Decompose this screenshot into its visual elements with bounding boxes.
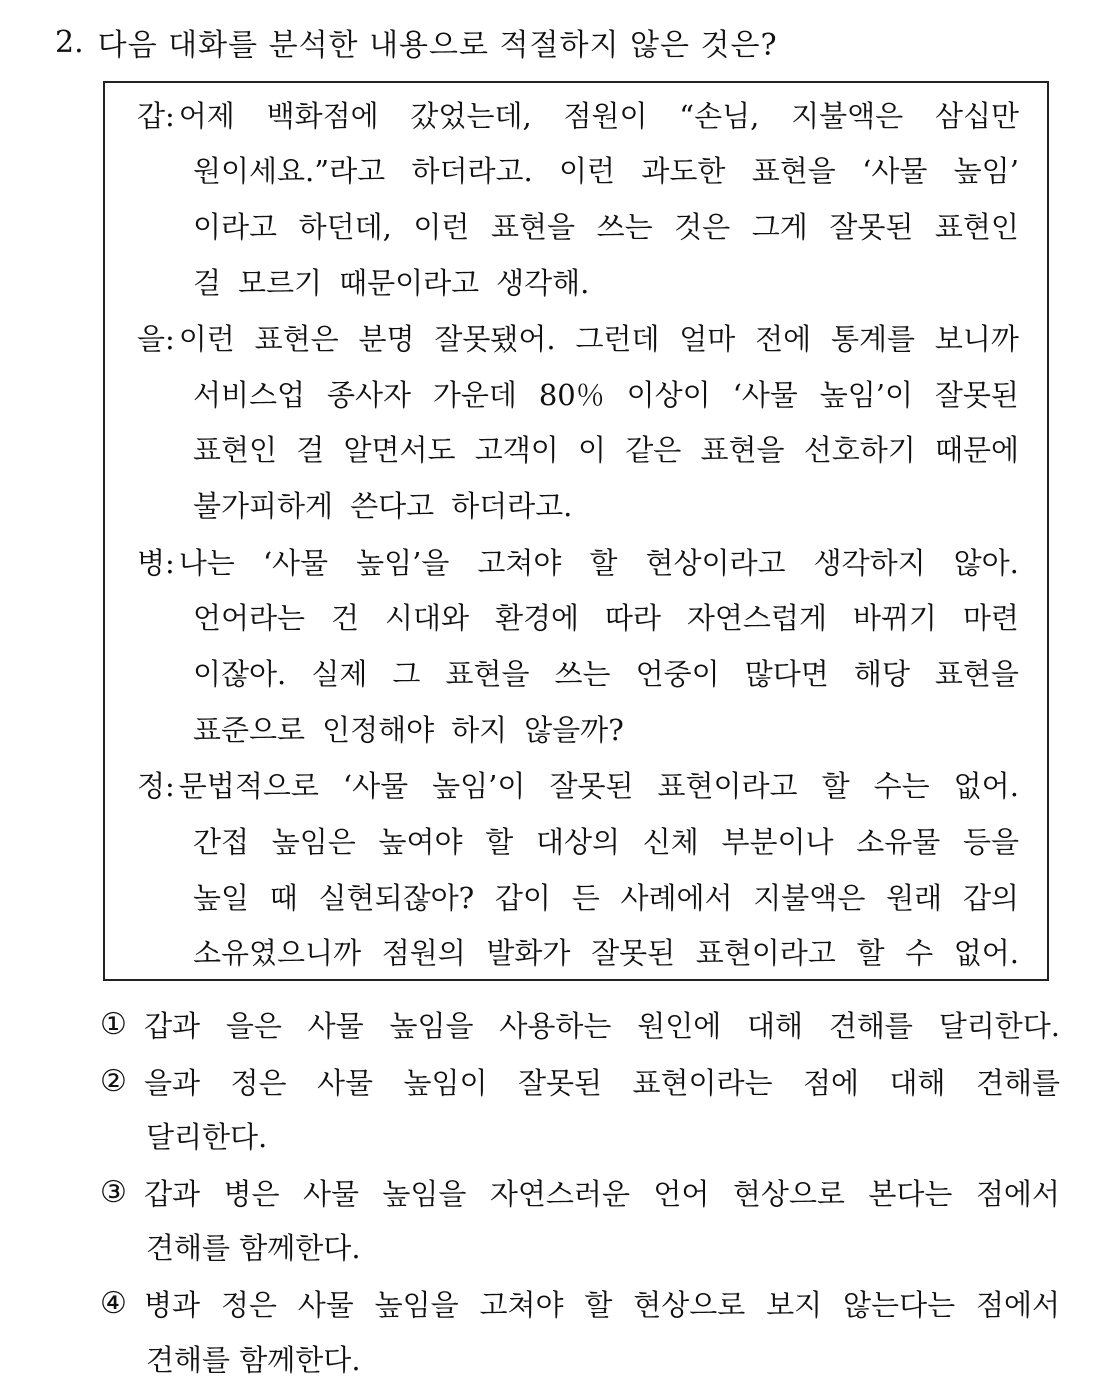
dialogue-line [137,761,1019,807]
word: 잘못된 [934,377,1019,412]
dialogue-line [193,873,1019,919]
word: 갔었는데, [410,98,532,133]
word: 문법적으로 [178,768,319,803]
word: 간접 [193,824,250,859]
word: 않는다는 [843,1287,956,1322]
word: 현상으로 [732,1176,845,1211]
option-text [144,1061,1060,1102]
word: 고쳐야 [477,545,562,580]
word: 쓴다고 [350,488,435,523]
word: 잘못된 [549,768,634,803]
word: 점에서 [975,1287,1060,1322]
dialogue-line [193,817,1019,863]
word: 표현을 [751,153,836,188]
word: 얼마 [679,321,736,356]
word: 부분이나 [721,824,834,859]
dialogue-line-text [193,596,1019,637]
word: 하던데, [298,209,392,244]
word: 것은 [674,209,731,244]
word: 높임을 [374,1287,459,1322]
word: 백화점에 [266,98,379,133]
word: 많다면 [744,656,829,691]
word: 갑과 [144,1008,201,1043]
word: 삼십만 [934,98,1019,133]
word: 잘못된 [517,1065,602,1100]
word: 견해를 [975,1065,1060,1100]
dialogue-line-text [193,149,1019,190]
word: 이런 [178,321,235,356]
word: 원인에 [637,1008,722,1043]
speaker-label: 을: [137,321,175,356]
word: 고객이 [474,432,559,467]
dialogue-line-text [193,708,1019,749]
dialogue-line-text [193,261,1019,302]
dialogue-line-text [179,94,1019,135]
word: 고쳐야 [479,1287,564,1322]
word: 모르기 [238,265,323,300]
word: 건 [331,600,360,635]
word: 수 [905,935,934,970]
dialogue-line-text [193,484,1019,525]
word: 않아. [953,545,1019,580]
dialogue-line-text [193,373,1019,414]
word: 나는 [178,545,235,580]
word: 할 [821,768,850,803]
word: ‘사물 [862,153,928,188]
answer-option-4[interactable] [100,1280,1060,1326]
option-marker: ② [100,1063,127,1099]
word: 선호하기 [803,432,916,467]
word: 생각하지 [813,545,926,580]
word: 갑의 [962,880,1019,915]
word: 표현을 [490,209,576,244]
answer-option-1[interactable] [100,1001,1060,1047]
word: 통계를 [830,321,916,356]
option-text [144,1004,1060,1045]
word: 표현인 [193,432,278,467]
option-marker: ① [100,1006,127,1042]
word: 불가피하게 [193,488,334,523]
word: 때 [269,880,298,915]
word: 없어. [953,768,1019,803]
word: 든 [571,880,600,915]
word: “손님, [679,98,760,133]
dialogue-line-text [193,205,1019,246]
word: 높임을 [389,1008,474,1043]
question-number: 2. [55,24,84,60]
word: ‘사물 [342,768,409,803]
dialogue-line [193,593,1019,639]
word: 현상으로 [633,1287,746,1322]
option-text [144,1283,1060,1324]
word: 견해를 [828,1008,913,1043]
word: 표현이라는 [632,1065,773,1100]
dialogue-line [193,928,1019,974]
word: 인정해야 [322,712,435,747]
option-text: 달리한다. [146,1119,268,1154]
answer-option-3-continuation [146,1223,1046,1269]
word: 이 [577,432,606,467]
word: 높임은 [271,824,356,859]
word: 신체 [642,824,699,859]
dialogue-line-text [193,931,1019,972]
word: 보니까 [934,321,1019,356]
speaker-label: 병: [137,545,175,580]
word: 때문이라고 [339,265,480,300]
word: 점원의 [381,935,466,970]
word: 언어라는 [193,600,306,635]
word: 사물 [297,1287,354,1322]
word: 할 [485,824,514,859]
word: 병과 [144,1287,201,1322]
word: 높임’이 [819,377,913,412]
word: 정은 [220,1287,277,1322]
word: 사용하는 [499,1008,612,1043]
answer-option-4-continuation [146,1335,1046,1381]
speaker-label: 갑: [137,98,175,133]
answer-option-2[interactable] [100,1058,1060,1104]
word: 쓰는 [554,656,611,691]
dialogue-line [193,481,1019,527]
option-text: 견해를 함께한다. [146,1230,361,1265]
word: 점원이 [563,98,648,133]
word: 이런 [413,209,470,244]
dialogue-line-text [179,317,1019,358]
word: 표현인 [934,209,1019,244]
word: 시대와 [384,600,469,635]
word: 원이세요.”라고 [193,153,386,188]
word: 걸 [296,432,325,467]
word: 해당 [853,656,910,691]
word: 대상의 [535,824,620,859]
word: 환경에 [494,600,579,635]
word: 발화가 [486,935,571,970]
word: 하더라고. [451,488,573,523]
word: 지불액은 [791,98,904,133]
word: 갑이 [494,880,551,915]
word: 바뀌기 [852,600,937,635]
word: 높임’ [953,153,1019,188]
word: 높임이 [403,1065,488,1100]
word: 갑과 [144,1176,201,1211]
word: 사물 [302,1176,359,1211]
word: 표현은 [254,321,339,356]
option-text: 견해를 함께한다. [146,1342,361,1377]
word: 높일 [193,880,250,915]
word: 잘못된 [829,209,914,244]
word: 사물 [316,1065,373,1100]
word: 않을까? [524,712,624,747]
word: 쓰는 [596,209,653,244]
word: 따라 [604,600,661,635]
word: 언중이 [635,656,720,691]
word: 표현을 [700,432,785,467]
word: 종사자 [326,377,411,412]
dialogue-line [193,202,1019,248]
word: 걸 [193,265,222,300]
option-text [144,1172,1060,1213]
word: 사례에서 [620,880,733,915]
word: 수는 [873,768,930,803]
word: 높임’을 [356,545,450,580]
word: 높임을 [382,1176,467,1211]
word: 같은 [625,432,682,467]
word: 표현이라고 [657,768,798,803]
word: 알면서도 [343,432,456,467]
word: 실현되잖아? [318,880,475,915]
word: 전에 [755,321,812,356]
dialogue-line [137,314,1019,360]
word: 이런 [559,153,616,188]
word: 달리한다. [938,1008,1060,1043]
word: 점에서 [975,1176,1060,1211]
option-marker: ③ [100,1174,127,1210]
word: 지불액은 [753,880,866,915]
word: 자연스러운 [489,1176,630,1211]
word: 언어 [653,1176,710,1211]
word: 그게 [751,209,808,244]
word: 잘못됐어. [434,321,556,356]
word: 표현을 [934,656,1019,691]
word: 과도한 [641,153,726,188]
word: 병은 [223,1176,280,1211]
word: 원래 [886,880,943,915]
word: 사물 [307,1008,364,1043]
word: 점에 [802,1065,860,1100]
option-marker: ④ [100,1285,127,1321]
word: 하지 [451,712,508,747]
word: 어제 [178,98,235,133]
word: 서비스업 [193,377,306,412]
word: 표현을 [445,656,530,691]
word: ‘사물 [732,377,798,412]
question-text: 다음 대화를 분석한 내용으로 적절하지 않은 것은? [97,28,778,63]
word: 보지 [766,1287,823,1322]
word: 80％ [538,377,605,412]
word: 본다는 [868,1176,953,1211]
word: 대해 [889,1065,946,1100]
word: 을은 [225,1008,282,1043]
speaker-label: 정: [137,768,175,803]
answer-option-2-continuation [146,1112,1046,1158]
question-stem [55,18,1065,66]
word: 대해 [747,1008,804,1043]
word: 정은 [230,1065,287,1100]
word: 소유물 [856,824,941,859]
dialogue-box [103,81,1049,981]
word: 그런데 [575,321,660,356]
word: 표준으로 [193,712,306,747]
dialogue-line-text [193,652,1019,693]
word: 자연스럽게 [686,600,827,635]
dialogue-line [137,538,1019,584]
word: 현상이라고 [645,545,786,580]
word: 이라고 [193,209,278,244]
word: 분명 [358,321,415,356]
word: 할 [589,545,618,580]
word: 높여야 [378,824,463,859]
word: 이잖아. [193,656,287,691]
word: 없어. [953,935,1019,970]
word: 잘못된 [591,935,676,970]
word: 소유였으니까 [193,935,362,970]
word: 이상이 [626,377,711,412]
word: 등을 [962,824,1019,859]
word: 하더라고. [411,153,533,188]
dialogue-line [193,370,1019,416]
dialogue-line [193,425,1019,471]
word: 표현이라고 [695,935,836,970]
word: 생각해. [496,265,590,300]
dialogue-line-text [193,876,1019,917]
dialogue-line-text [193,428,1019,469]
word: 실제 [311,656,368,691]
word: 마련 [962,600,1019,635]
dialogue-line-text [193,820,1019,861]
word: ‘사물 [262,545,329,580]
word: 그 [392,656,421,691]
word: 할 [856,935,885,970]
dialogue-line [193,649,1019,695]
word: 가운데 [432,377,517,412]
dialogue-line-text [179,541,1019,582]
answer-option-3[interactable] [100,1169,1060,1215]
dialogue-line [137,91,1019,137]
dialogue-line-text [179,764,1019,805]
dialogue-line [193,146,1019,192]
dialogue-line [193,258,1019,304]
word: 때문에 [934,432,1019,467]
word: 할 [584,1287,613,1322]
dialogue-line [193,705,1019,751]
word: 높임’이 [432,768,526,803]
word: 을과 [144,1065,201,1100]
